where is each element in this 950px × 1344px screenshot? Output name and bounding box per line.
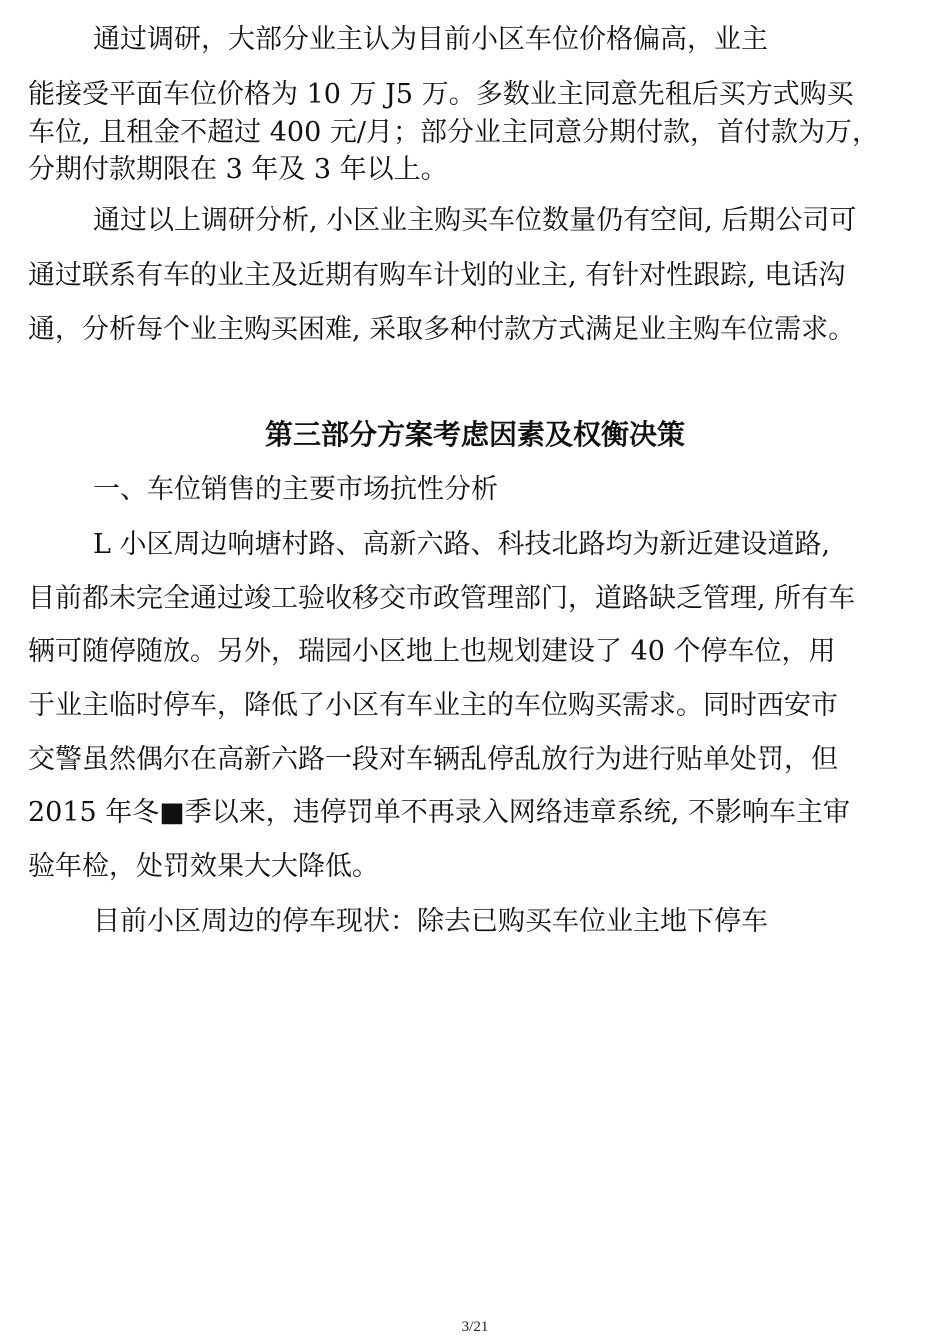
paragraph-2-line-3: 通，分析每个业主购买困难, 采取多种付款方式满足业主购车位需求。 <box>28 314 856 345</box>
paragraph-3-line-5: 交警虽然偶尔在高新六路一段对车辆乱停乱放行为进行贴单处罚，但 <box>28 744 838 775</box>
paragraph-1-line-4: 分期付款期限在 3 年及 3 年以上。 <box>28 154 448 185</box>
section-heading: 第三部分方案考虑因素及权衡决策 <box>264 418 685 451</box>
paragraph-4-line-1: 目前小区周边的停车现状：除去已购买车位业主地下停车 <box>93 906 768 937</box>
paragraph-3-line-6: 2015 年冬■季以来，违停罚单不再录入网络违章系统, 不影响车主审 <box>28 797 850 828</box>
paragraph-1-line-3: 车位, 且租金不超过 400 元/月；部分业主同意分期付款，首付款为万， <box>28 117 879 148</box>
paragraph-1-line-1: 通过调研，大部分业主认为目前小区车位价格偏高，业主 <box>93 24 768 55</box>
page-number: 3/21 <box>461 1319 489 1335</box>
paragraph-2-line-2: 通过联系有车的业主及近期有购车计划的业主, 有针对性跟踪, 电话沟 <box>28 260 846 291</box>
paragraph-3-line-1: L 小区周边响塘村路、高新六路、科技北路均为新近建设道路, <box>93 529 831 560</box>
paragraph-2-line-1: 通过以上调研分析, 小区业主购买车位数量仍有空间, 后期公司可 <box>93 205 857 236</box>
paragraph-3-line-4: 于业主临时停车，降低了小区有车业主的车位购买需求。同时西安市 <box>28 690 838 721</box>
paragraph-3-line-7: 验年检，处罚效果大大降低。 <box>28 851 379 882</box>
paragraph-3-line-3: 辆可随停随放。另外，瑞园小区地上也规划建设了 40 个停车位，用 <box>28 636 836 667</box>
paragraph-3-line-2: 目前都未完全通过竣工验收移交市政管理部门，道路缺乏管理, 所有车 <box>28 583 856 614</box>
subheading: 一、车位销售的主要市场抗性分析 <box>93 474 498 505</box>
paragraph-1-line-2: 能接受平面车位价格为 10 万 J5 万。多数业主同意先租后买方式购买 <box>28 79 854 110</box>
